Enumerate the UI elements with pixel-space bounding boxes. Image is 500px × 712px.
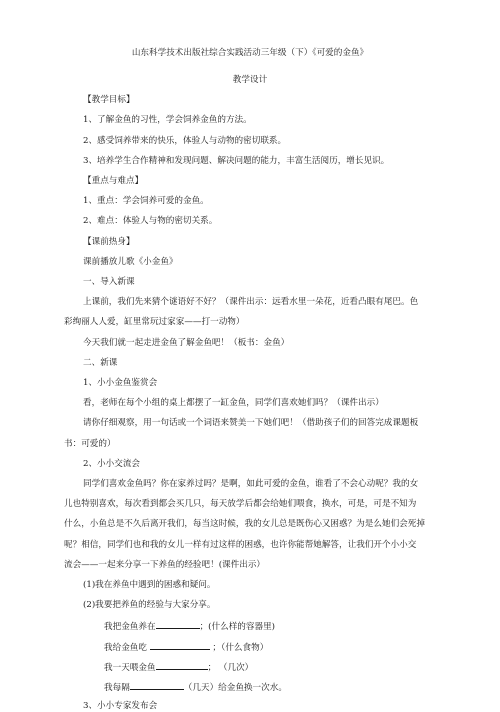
paragraph-line: 看，老师在每个小组的桌上都摆了一缸金鱼，同学们喜欢她们吗？（课件出示） [83, 398, 384, 409]
paragraph-line: 课前播放儿歌《小金鱼》 [83, 256, 178, 267]
objective-item: 1、了解金鱼的习性，学会饲养金鱼的方法。 [83, 115, 252, 126]
fill-in-text: ；（什么食物） [209, 642, 269, 653]
fill-in-text: 我每隔 [104, 683, 130, 693]
fill-in-text: ； （几次） [207, 662, 254, 673]
fill-in-blank [130, 680, 184, 690]
paragraph-line: 彩绚丽人人爱，缸里常玩过家家——打一动物） [64, 317, 245, 328]
fill-in-line [104, 640, 268, 654]
fill-in-text: 我把金鱼养在 [104, 622, 156, 633]
fill-in-blank [150, 640, 210, 650]
paragraph-line: 请你仔细观察，用一句话或一个词语来赞美一下她们吧！（借助孩子们的回答完成课题板 [83, 418, 419, 429]
objective-item: 3、培养学生合作精神和发现问题、解决问题的能力，丰富生活阅历，增长见识。 [83, 155, 390, 166]
section-heading-new-lesson: 二、新课 [83, 357, 118, 368]
fill-in-line [104, 660, 253, 674]
fill-in-text: 我一天喂金鱼 [104, 662, 156, 673]
section-heading-key-points: 【重点与难点】 [83, 176, 144, 186]
key-point-item: 1、重点：学会饲养可爱的金鱼。 [83, 196, 209, 207]
document-title: 山东科学技术出版社综合实践活动三年级（下）《可爱的金鱼》 [131, 48, 369, 58]
paragraph-line: 儿也特别喜欢，每次看到都会买几只，每天放学后都会给她们喂食，换水，可是，可是不知为 [64, 499, 417, 510]
paragraph-line: 什么，小鱼总是不久后离开我们，每当这时候，我的女儿总是既伤心又困惑？为是么她们会死掉 [64, 519, 425, 530]
paragraph-line: 上课前，我们先来猜个谜语好不好？（课件出示：远看水里一朵花，近看凸眼有尾巴。色 [83, 297, 419, 308]
fill-in-line [104, 619, 275, 633]
fill-in-blank [156, 619, 200, 629]
fill-in-text: 我给金鱼吃 [104, 642, 150, 653]
fill-in-line [104, 680, 287, 694]
section-heading-intro: 一、导入新课 [83, 277, 135, 287]
subsection-heading: 2、小小交流会 [83, 458, 141, 469]
section-heading-objectives: 【教学目标】 [83, 95, 135, 106]
key-point-item: 2、难点：体验人与物的密切关系。 [83, 216, 218, 227]
list-item: (1)我在养鱼中遇到的困惑和疑问。 [83, 580, 216, 590]
paragraph-line: 今天我们就一起走进金鱼了解金鱼吧！（板书：金鱼） [83, 337, 290, 348]
section-heading-warmup: 【课前热身】 [83, 236, 135, 247]
fill-in-blank [156, 660, 208, 670]
paragraph-line: 书：可爱的） [64, 438, 116, 449]
objective-item: 2、感受饲养带来的快乐，体验人与动物的密切联系。 [83, 135, 287, 146]
fill-in-text: （几天）给金鱼换一次水。 [183, 683, 287, 693]
paragraph-line: 呢？相信，同学们也和我的女儿一样有过这样的困惑，也许你能帮她解答，让我们开个小小交 [64, 539, 417, 550]
fill-in-text: ；(什么样的容器里) [199, 622, 276, 633]
document-subtitle: 教学设计 [232, 75, 268, 85]
subsection-heading: 1、小小金鱼鉴赏会 [83, 378, 158, 388]
list-item: (2)我要把养鱼的经验与大家分享。 [83, 600, 216, 611]
paragraph-line: 同学们喜欢金鱼吗？你在家养过吗？是啊，如此可爱的金鱼，谁看了不会心动呢？我的女 [83, 479, 419, 489]
paragraph-line: 流会——一起来分享一下养鱼的经验吧！(课件出示） [64, 559, 266, 570]
subsection-heading: 3、小小专家发布会 [83, 701, 158, 712]
